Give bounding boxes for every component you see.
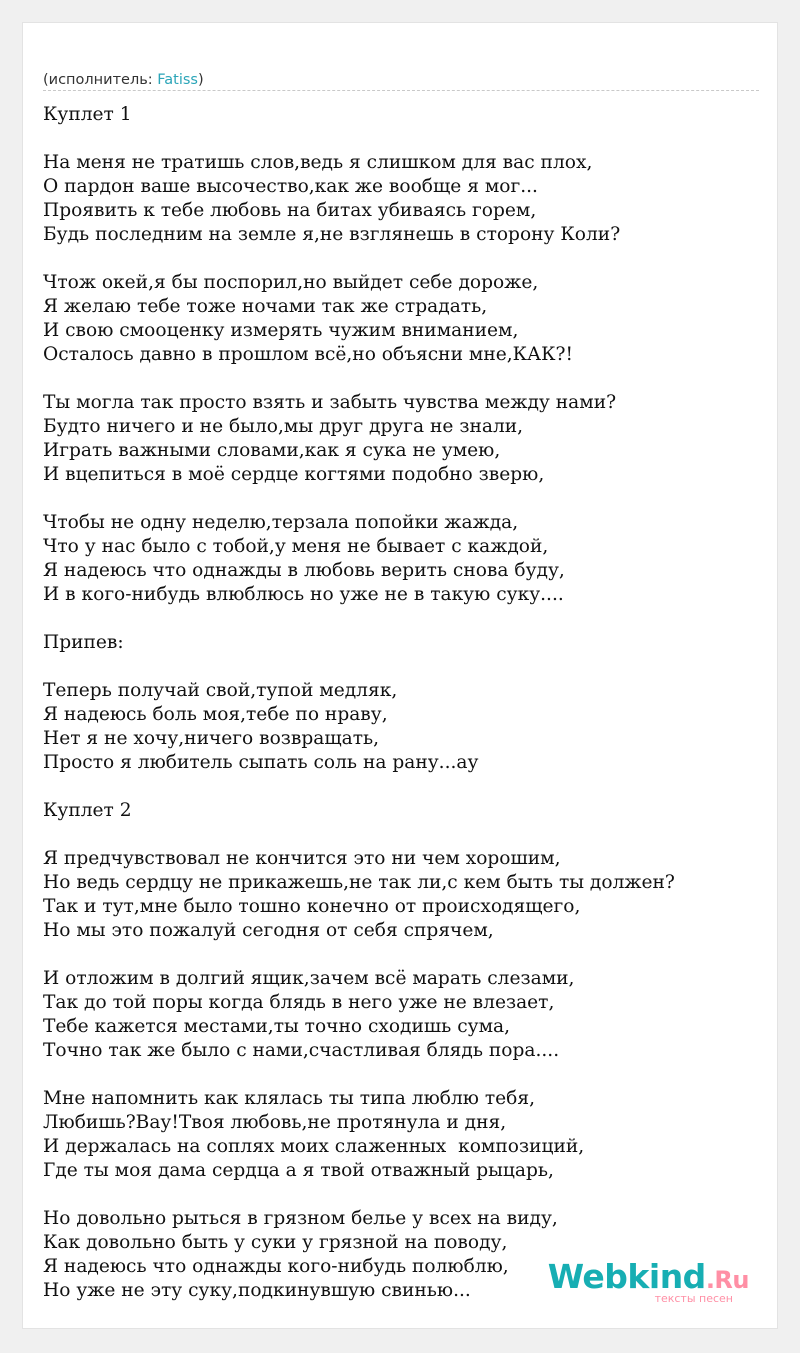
lyric-blank-line — [43, 487, 763, 511]
lyric-blank-line — [43, 823, 763, 847]
lyric-line: Я надеюсь боль моя,тебе по нраву, — [43, 704, 388, 725]
logo-tagline: тексты песен — [654, 1292, 733, 1305]
lyric-line: Будь последним на земле я,не взглянешь в сторону Коли? — [43, 224, 621, 245]
lyric-blank-line — [43, 367, 763, 391]
lyric-blank-line — [43, 1063, 763, 1087]
lyric-blank-line — [43, 655, 763, 679]
lyric-line: Теперь получай свой,тупой медляк, — [43, 680, 398, 701]
lyric-line: Точно так же было с нами,счастливая блядь пора.... — [43, 1040, 560, 1061]
lyric-line: Тебе кажется местами,ты точно сходишь сума, — [43, 1016, 511, 1037]
artist-prefix: (исполнитель: — [43, 72, 158, 88]
lyric-line: Нет я не хочу,ничего возвращать, — [43, 728, 380, 749]
artist-suffix: ) — [197, 72, 204, 88]
logo-tld: .Ru — [705, 1266, 749, 1294]
lyric-line: И вцепиться в моё сердце когтями подобно зверю, — [43, 464, 545, 485]
lyric-blank-line — [43, 247, 763, 271]
lyric-line: Так и тут,мне было тошно конечно от происходящего, — [43, 896, 581, 917]
artist-line — [43, 71, 759, 91]
lyric-line: Но довольно рыться в грязном белье у всех на виду, — [43, 1208, 558, 1229]
lyric-blank-line — [43, 127, 763, 151]
lyric-line: Чтобы не одну неделю,терзала попойки жажда, — [43, 512, 519, 533]
lyric-blank-line — [43, 943, 763, 967]
lyric-line: Но ведь сердцу не прикажешь,не так ли,с кем быть ты должен? — [43, 872, 675, 893]
lyric-line: О пардон ваше высочество,как же вообще я мог... — [43, 176, 538, 197]
lyric-line: Я надеюсь что однажды в любовь верить снова буду, — [43, 560, 565, 581]
lyric-line: И отложим в долгий ящик,зачем всё марать слезами, — [43, 968, 575, 989]
lyric-line: Где ты моя дама сердца а я твой отважный рыцарь, — [43, 1160, 554, 1181]
lyric-line: И держалась на соплях моих слаженных композиций, — [43, 1136, 585, 1157]
lyric-line: Припев: — [43, 632, 124, 653]
lyric-line: Мне напомнить как клялась ты типа люблю тебя, — [43, 1088, 536, 1109]
lyric-line: Что у нас было с тобой,у меня не бывает с каждой, — [43, 536, 549, 557]
lyric-line: Осталось давно в прошлом всё,но объясни мне,КАК?! — [43, 344, 573, 365]
site-logo[interactable] — [549, 1258, 749, 1306]
lyrics-card — [22, 22, 778, 1329]
logo-main-text: Webkind — [547, 1257, 706, 1296]
lyric-line: Я предчувствовал не кончится это ни чем хорошим, — [43, 848, 561, 869]
lyric-line: Куплет 1 — [43, 104, 132, 125]
lyric-line: И свою смооценку измерять чужим вниманием, — [43, 320, 519, 341]
lyric-line: Но уже не эту суку,подкинувшую свинью... — [43, 1280, 471, 1301]
lyric-line: Я желаю тебе тоже ночами так же страдать, — [43, 296, 488, 317]
lyric-line: Куплет 2 — [43, 800, 132, 821]
lyric-line: Как довольно быть у суки у грязной на поводу, — [43, 1232, 508, 1253]
lyric-line: Я надеюсь что однажды кого-нибудь полюблю, — [43, 1256, 509, 1277]
lyric-blank-line — [43, 1183, 763, 1207]
lyric-line: Просто я любитель сыпать соль на рану...ау — [43, 752, 479, 773]
lyric-line: Любишь?Вау!Твоя любовь,не протянула и дня, — [43, 1112, 507, 1133]
lyric-line: Так до той поры когда блядь в него уже не влезает, — [43, 992, 555, 1013]
lyric-line: Будто ничего и не было,мы друг друга не знали, — [43, 416, 524, 437]
lyrics-text — [43, 103, 763, 1303]
lyric-blank-line — [43, 607, 763, 631]
lyric-line: Но мы это пожалуй сегодня от себя спрячем, — [43, 920, 494, 941]
lyric-line: И в кого-нибудь влюблюсь но уже не в такую суку.... — [43, 584, 564, 605]
artist-link[interactable]: Fatiss — [157, 72, 198, 88]
lyric-blank-line — [43, 775, 763, 799]
lyric-line: На меня не тратишь слов,ведь я слишком для вас плох, — [43, 152, 593, 173]
lyric-line: Ты могла так просто взять и забыть чувства между нами? — [43, 392, 617, 413]
lyric-line: Проявить к тебе любовь на битах убиваясь горем, — [43, 200, 537, 221]
lyric-line: Чтож окей,я бы поспорил,но выйдет себе дороже, — [43, 272, 539, 293]
lyric-line: Играть важными словами,как я сука не умею, — [43, 440, 501, 461]
